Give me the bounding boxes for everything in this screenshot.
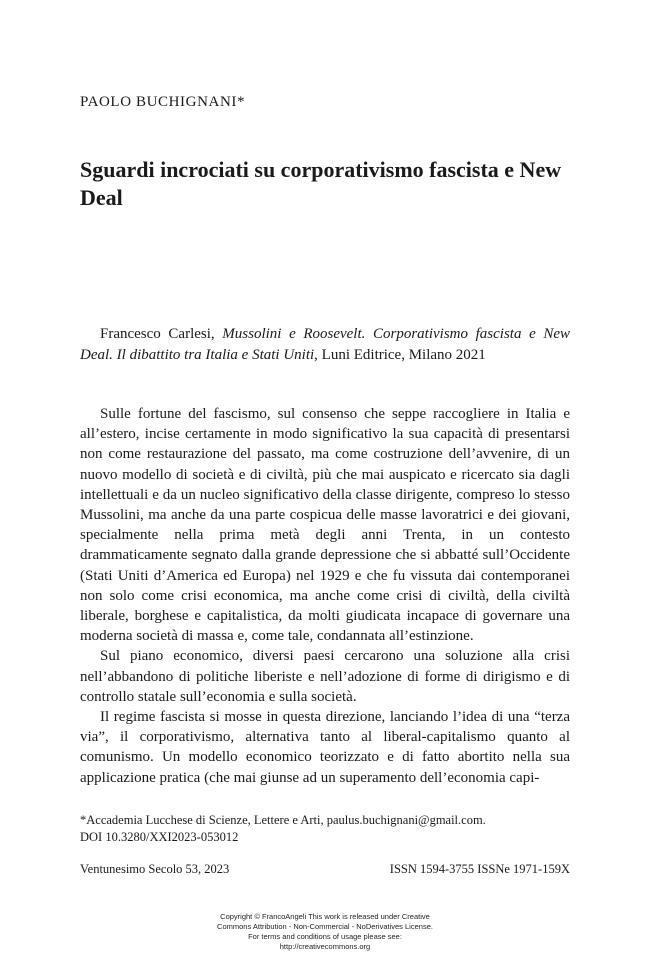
footnote-doi: DOI 10.3280/XXI2023-053012: [80, 830, 239, 844]
copyright-line: Commons Attribution - Non-Commercial - NoDerivatives License.: [217, 922, 433, 931]
body-paragraph: Sulle fortune del fascismo, sul consenso che seppe raccogliere in Italia e all’estero, incise certamente in modo significativo la sua capacità di presentarsi non come restaurazione del passato, ma come costruzione dell’avvenire, di un nuovo modello di società e di civiltà, più che mai auspicato e ricercato sia dagli intellettuali e da un nucleo significativo della classe dirigente, compreso lo stesso Mussolini, ma anche da una parte cospicua delle masse lavoratrici e dei giovani, specialmente nella prima metà degli anni Trenta, in un contesto drammaticamente segnato dalla grande depressione che si abbatté sull’Occidente (Stati Uniti d’America ed Europa) nel 1929 e che fu vissuta dai contemporanei non solo come crisi economica, ma anche come crisi di civiltà, della civiltà liberale, borghese e capitalistica, da molti giudicata incapace di governare una moderna società di massa e, come tale, condannata all’estinzione.: [80, 406, 570, 645]
footnote-affiliation: *Accademia Lucchese di Scienze, Lettere e Arti, paulus.buchignani@gmail.com.: [80, 813, 486, 827]
body-paragraph: Sul piano economico, diversi paesi cercarono una soluzione alla crisi nell’abbandono di politiche liberiste e nell’adozione di forme di dirigismo e di controllo statale sull’economia e sulla società.: [80, 648, 570, 705]
copyright-line: For terms and conditions of usage please see:: [248, 932, 402, 941]
copyright-notice: [165, 912, 485, 952]
author-name: PAOLO BUCHIGNANI*: [80, 94, 246, 110]
journal-issn: ISSN 1594-3755 ISSNe 1971-159X: [389, 862, 570, 876]
article-body: [80, 404, 570, 788]
book-publisher: , Luni Editrice, Milano 2021: [314, 347, 486, 363]
book-author: Francesco Carlesi,: [100, 326, 223, 342]
body-paragraph: Il regime fascista si mosse in questa direzione, lanciando l’idea di una “terza via”, il corporativismo, alternativa tanto al liberal-capitalismo quanto al comunismo. Un modello economico teorizzato e di fatto abortito nella sua applicazione pratica (che mai giunse ad un superamento dell’economia capi-: [80, 709, 570, 786]
journal-info: [80, 862, 570, 877]
book-title: Mussolini e Roosevelt. Corporativismo fascista e New Deal. Il dibattito tra Italia e Stati Uniti: [80, 326, 571, 363]
article-title: Sguardi incrociati su corporativismo fascista e New Deal: [80, 157, 562, 210]
copyright-link: http://creativecommons.org: [279, 942, 371, 951]
footnote: [80, 812, 580, 846]
journal-issue: Ventunesimo Secolo 53, 2023: [80, 862, 230, 876]
reviewed-book-reference: [80, 324, 570, 366]
copyright-line: Copyright © FrancoAngeli This work is released under Creative: [220, 912, 430, 921]
